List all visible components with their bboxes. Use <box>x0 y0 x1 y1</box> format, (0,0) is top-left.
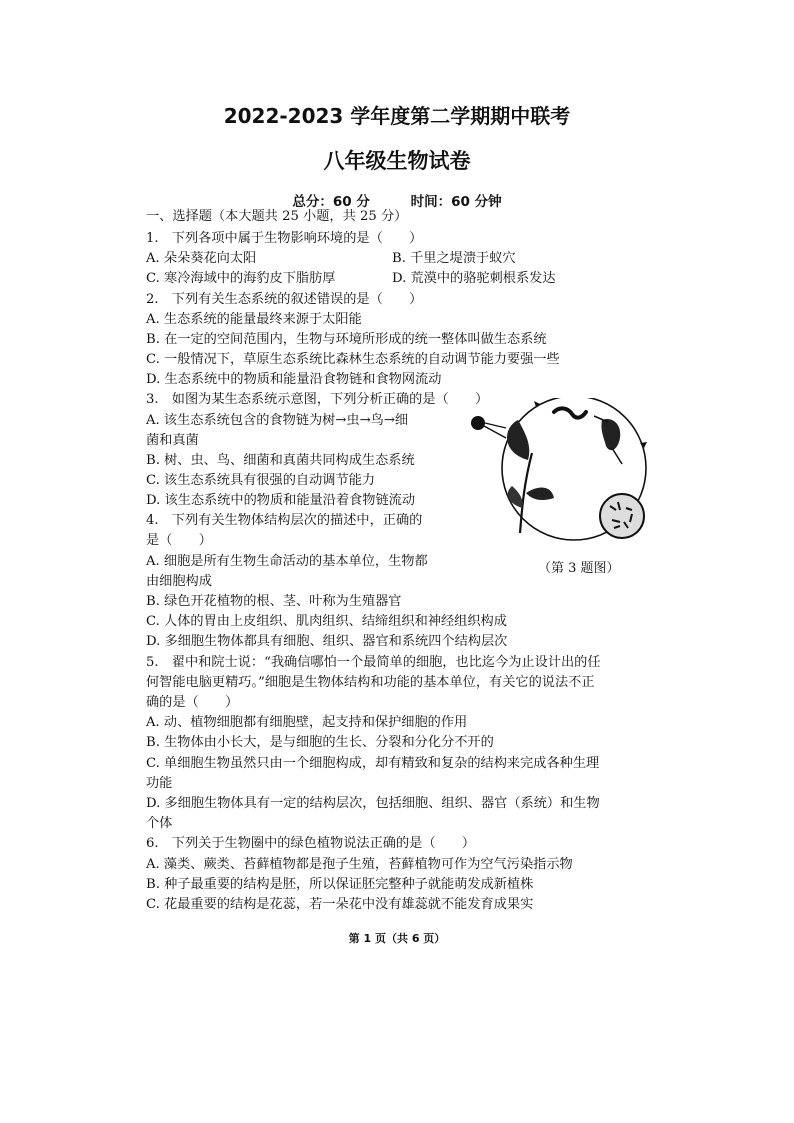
sun-icon <box>471 416 506 438</box>
q3-option-a-line2: 菌和真菌 <box>146 433 199 448</box>
q4-option-b: B. 绿色开花植物的根、茎、叶称为生殖器官 <box>146 594 402 609</box>
q2-option-d: D. 生态系统中的物质和能量沿食物链和食物网流动 <box>146 372 442 387</box>
q3-option-d: D. 该生态系统中的物质和能量沿着食物链流动 <box>146 493 416 508</box>
q6-option-c: C. 花最重要的结构是花蕊，若一朵花中没有雄蕊就不能发育成果实 <box>146 897 534 912</box>
q5-option-d-line1: D. 多细胞生物体具有一定的结构层次，包括细胞、组织、器官（系统）和生物 <box>146 796 600 811</box>
q3-option-a-line1: A. 该生态系统包含的食物链为树→虫→鸟→细 <box>146 413 409 428</box>
ecosystem-diagram <box>462 398 672 548</box>
q6-option-b: B. 种子最重要的结构是胚，所以保证胚完整种子就能萌发成新植株 <box>146 877 534 892</box>
page-footer: 第 1 页（共 6 页） <box>348 932 446 945</box>
q1-option-d: D. 荒漠中的骆驼刺根系发达 <box>392 271 556 286</box>
section-heading: 一、选择题（本大题共 25 小题，共 25 分） <box>146 209 408 224</box>
q5-stem-line2: 何智能电脑更精巧。”细胞是生物体结构和功能的基本单位，有关它的说法不正 <box>146 675 595 690</box>
q2-stem: 2. 下列有关生态系统的叙述错误的是（ ） <box>146 292 423 307</box>
exam-title: 2022-2023 学年度第二学期期中联考 <box>223 104 571 128</box>
q1-option-b: B. 千里之堤溃于蚁穴 <box>392 251 516 266</box>
q5-option-b: B. 生物体由小长大，是与细胞的生长、分裂和分化分不开的 <box>146 735 494 750</box>
q6-option-a: A. 藻类、蕨类、苔藓植物都是孢子生殖，苔藓植物可作为空气污染指示物 <box>146 857 573 872</box>
q2-option-a: A. 生态系统的能量最终来源于太阳能 <box>146 312 362 327</box>
q1-option-c: C. 寒冷海域中的海豹皮下脂肪厚 <box>146 271 336 286</box>
q5-option-d-line2: 个体 <box>146 816 173 831</box>
q3-option-c: C. 该生态系统具有很强的自动调节能力 <box>146 473 376 488</box>
insect-icon <box>554 408 586 417</box>
exam-subtitle: 八年级生物试卷 <box>323 149 471 173</box>
q1-option-a: A. 朵朵葵花向太阳 <box>146 251 257 266</box>
total-score: 总分：60 分 <box>292 194 370 210</box>
bird-icon <box>594 416 622 464</box>
q4-stem-line1: 4. 下列有关生物体结构层次的描述中，正确的 <box>146 513 423 528</box>
q6-stem: 6. 下列关于生物圈中的绿色植物说法正确的是（ ） <box>146 836 476 851</box>
q4-option-a-line1: A. 细胞是所有生物生命活动的基本单位，生物都 <box>146 554 428 569</box>
q5-option-c-line1: C. 单细胞生物虽然只由一个细胞构成，却有精致和复杂的结构来完成各种生理 <box>146 756 600 771</box>
q5-option-c-line2: 功能 <box>146 776 173 791</box>
q4-stem-line2: 是（ ） <box>146 533 212 548</box>
plant-icon <box>507 420 554 533</box>
q4-option-a-line2: 由细胞构成 <box>146 574 212 589</box>
q4-option-c: C. 人体的胃由上皮组织、肌肉组织、结缔组织和神经组织构成 <box>146 614 507 629</box>
q5-stem-line1: 5. 翟中和院士说：“我确信哪怕一个最简单的细胞，也比迄今为止设计出的任 <box>146 655 601 670</box>
q1-stem: 1. 下列各项中属于生物影响环境的是（ ） <box>146 231 423 246</box>
microorganism-icon <box>600 494 644 538</box>
q3-option-b: B. 树、虫、鸟、细菌和真菌共同构成生态系统 <box>146 453 415 468</box>
exam-time: 时间：60 分钟 <box>410 194 502 210</box>
q2-option-c: C. 一般情况下，草原生态系统比森林生态系统的自动调节能力要强一些 <box>146 352 560 367</box>
q5-option-a: A. 动、植物细胞都有细胞壁，起支持和保护细胞的作用 <box>146 715 468 730</box>
q5-stem-line3: 确的是（ ） <box>146 695 239 710</box>
q3-stem: 3. 如图为某生态系统示意图，下列分析正确的是（ ） <box>146 392 489 407</box>
figure-caption: （第 3 题图） <box>538 561 620 576</box>
q4-option-d: D. 多细胞生物体都具有细胞、组织、器官和系统四个结构层次 <box>146 634 508 649</box>
q2-option-b: B. 在一定的空间范围内，生物与环境所形成的统一整体叫做生态系统 <box>146 332 547 347</box>
